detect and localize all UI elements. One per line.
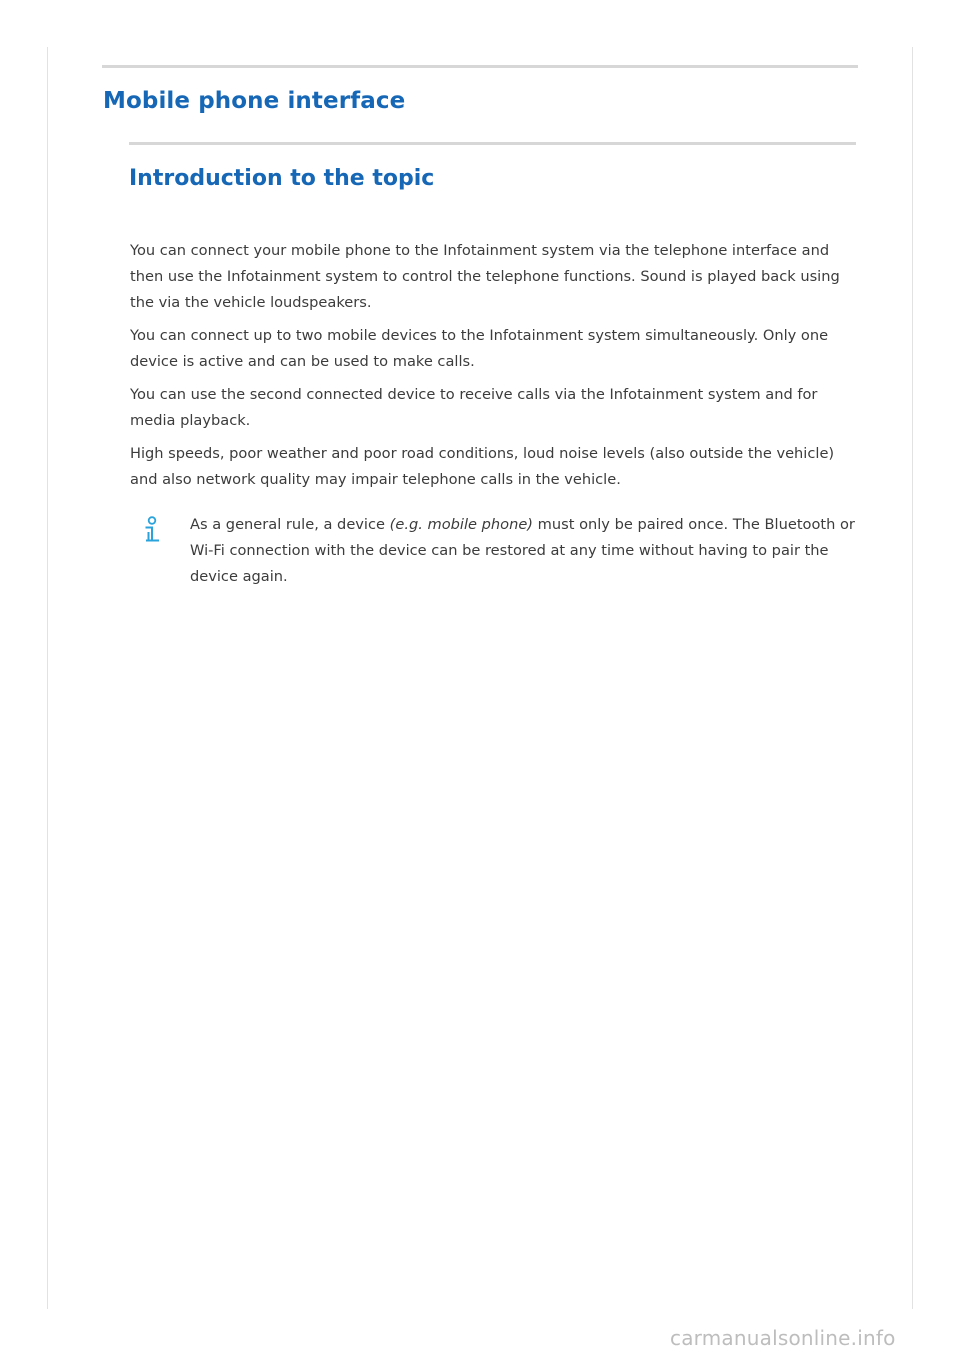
paragraph: High speeds, poor weather and poor road conditions, loud noise levels (also outside the vehicle) and also network quality may impair telephone calls in the vehicle. [130, 445, 835, 488]
page-border-right [912, 47, 913, 1309]
body-text [130, 238, 858, 500]
paragraph: You can connect your mobile phone to the Infotainment system via the telephone interface and then use the Infotainment system to control the telephone functions. Sound is played back using the via the vehicle loudspeakers. [130, 242, 840, 311]
note-text-italic: (e.g. mobile phone) [389, 516, 533, 533]
section-title: Introduction to the topic [129, 166, 435, 191]
paragraph: You can connect up to two mobile devices to the Infotainment system simultaneously. Only one device is active and can be used to make calls. [130, 327, 829, 370]
note-text-end: must only be paired once. The Bluetooth or Wi-Fi connection with the device can be restored at any time without having to pair the device again. [190, 516, 855, 585]
section-divider [129, 142, 856, 145]
paragraph: You can use the second connected device to receive calls via the Infotainment system and for media playback. [130, 386, 818, 429]
chapter-divider [102, 65, 858, 68]
note-text [190, 512, 858, 590]
info-icon [141, 516, 163, 546]
watermark: carmanualsonline.info [670, 1326, 896, 1350]
note-text-start: As a general rule, a device [190, 516, 390, 533]
chapter-title: Mobile phone interface [103, 88, 406, 114]
page-border-left [47, 47, 48, 1309]
